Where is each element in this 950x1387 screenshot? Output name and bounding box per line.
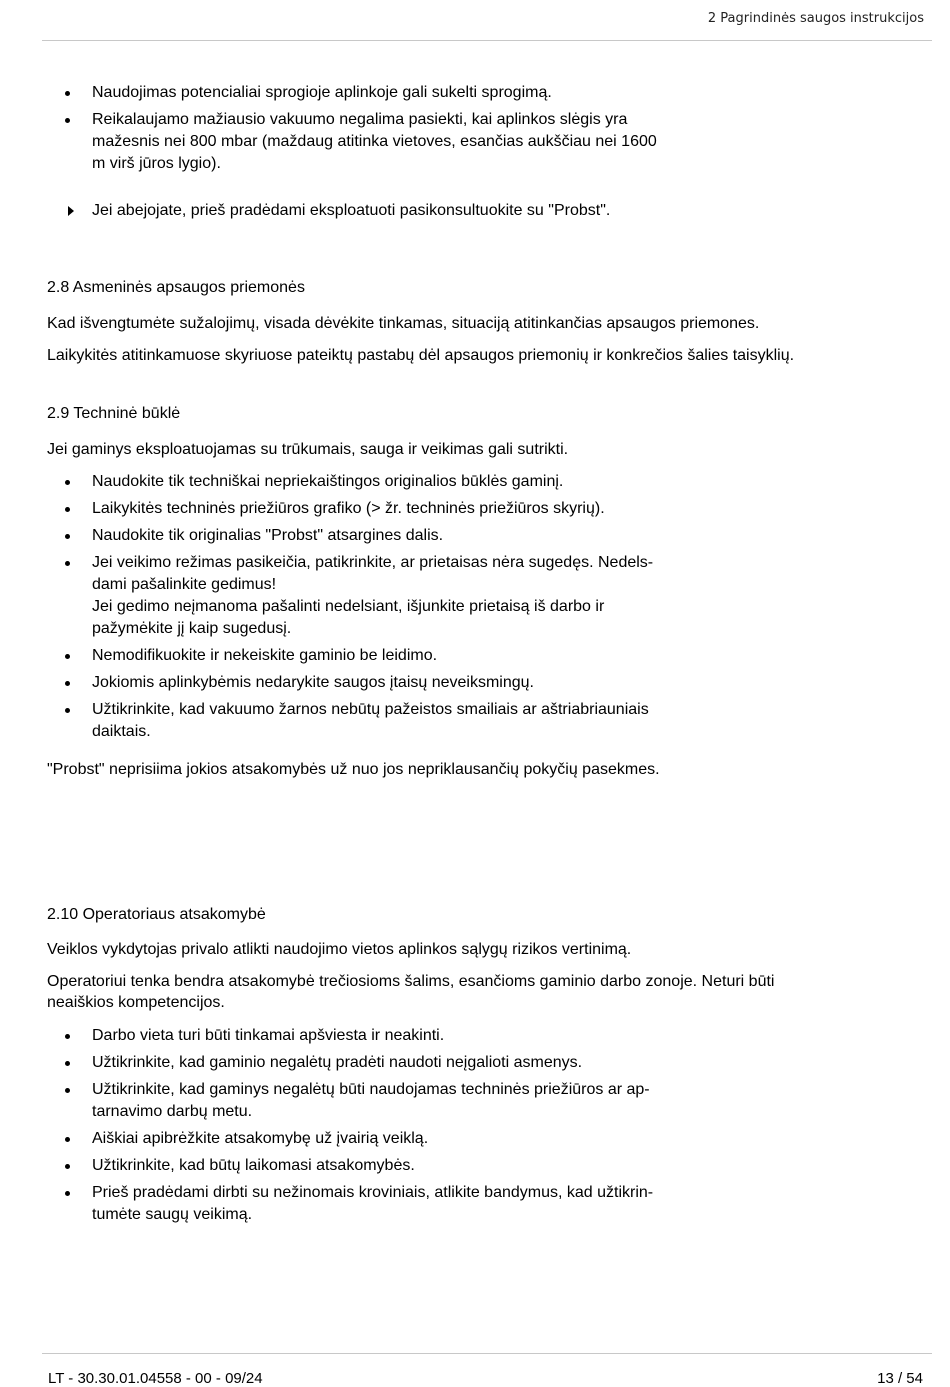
section-2-10-bullet-list <box>47 1025 687 1226</box>
list-item <box>47 552 687 640</box>
document-id: LT - 30.30.01.04558 - 00 - 09/24 <box>48 1370 263 1387</box>
list-item-line: dami pašalinkite gedimus! <box>92 576 277 593</box>
section-2-10-para-2-line: neaiškios kompetencijos. <box>47 994 225 1011</box>
section-2-10-list-wrap <box>47 1025 907 1231</box>
section-2-8-para-1: Kad išvengtumėte sužalojimų, visada dėvėkite tinkamas, situaciją atitinkančias apsaugos priemones. <box>47 315 760 332</box>
section-2-9-intro: Jei gaminys eksploatuojamas su trūkumais, sauga ir veikimas gali sutrikti. <box>47 441 569 458</box>
header-divider <box>42 40 932 41</box>
action-step <box>47 200 907 222</box>
footer-divider <box>42 1353 932 1354</box>
list-item-line: mažesnis nei 800 mbar (maždaug atitinka vietoves, esančias aukščiau nei 1600 <box>92 133 657 150</box>
top-block <box>47 82 907 180</box>
list-item-line: tarnavimo darbų metu. <box>92 1103 253 1120</box>
list-item-line: Reikalaujamo mažiausio vakuumo negalima pasiekti, kai aplinkos slėgis yra <box>92 111 628 128</box>
section-2-10-para-1: Veiklos vykdytojas privalo atlikti naudojimo vietos aplinkos sąlygų rizikos vertinimą. <box>47 941 632 958</box>
top-action <box>47 200 907 222</box>
section-2-10-para-2-line: Operatoriui tenka bendra atsakomybė trečiosioms šalims, esančioms gaminio darbo zonoje. Neturi būti <box>47 973 775 990</box>
section-2-9-list-wrap <box>47 471 907 748</box>
list-item-line: Naudokite tik techniškai nepriekaištingos originalios būklės gaminį. <box>92 473 564 490</box>
list-item-line: Prieš pradėdami dirbti su nežinomais kroviniais, atlikite bandymus, kad užtikrin- <box>92 1184 654 1201</box>
list-item-line: Darbo vieta turi būti tinkamai apšviesta ir neakinti. <box>92 1027 445 1044</box>
section-2-8-para-2: Laikykitės atitinkamuose skyriuose pateiktų pastabų dėl apsaugos priemonių ir konkrečios šalies taisyklių. <box>47 347 795 364</box>
list-item-line: pažymėkite jį kaip sugedusį. <box>92 620 292 637</box>
list-item-line: Užtikrinkite, kad gaminio negalėtų pradėti naudoti neįgalioti asmenys. <box>92 1054 583 1071</box>
section-2-10-para-2 <box>47 971 907 1013</box>
list-item-line: daiktais. <box>92 723 151 740</box>
list-item-line: Naudojimas potencialiai sprogioje aplinkoje gali sukelti sprogimą. <box>92 84 552 101</box>
list-item <box>47 471 687 493</box>
list-item-line: Laikykitės techninės priežiūros grafiko (> žr. techninės priežiūros skyrių). <box>92 500 605 517</box>
top-bullet-list <box>47 82 687 175</box>
list-item <box>47 109 687 175</box>
list-item-line: tumėte saugų veikimą. <box>92 1206 253 1223</box>
list-item <box>47 82 687 104</box>
list-item-line: Jei gedimo neįmanoma pašalinti nedelsiant, išjunkite prietaisą iš darbo ir <box>92 598 605 615</box>
running-header: 2 Pagrindinės saugos instrukcijos <box>707 11 924 26</box>
section-2-9-title: 2.9 Techninė būklė <box>47 405 181 422</box>
list-item <box>47 1182 687 1226</box>
list-item <box>47 699 687 743</box>
list-item <box>47 1155 687 1177</box>
list-item <box>47 645 687 667</box>
list-item-line: Užtikrinkite, kad būtų laikomasi atsakomybės. <box>92 1157 415 1174</box>
list-item <box>47 498 687 520</box>
list-item-line: Jei veikimo režimas pasikeičia, patikrinkite, ar prietaisas nėra sugedęs. Nedels- <box>92 554 654 571</box>
list-item-line: Užtikrinkite, kad gaminys negalėtų būti naudojamas techninės priežiūros ar ap- <box>92 1081 650 1098</box>
arrow-right-icon <box>68 206 74 216</box>
list-item-line: Aiškiai apibrėžkite atsakomybę už įvairią veiklą. <box>92 1130 429 1147</box>
list-item-line: Užtikrinkite, kad vakuumo žarnos nebūtų pažeistos smailiais ar aštriabriauniais <box>92 701 649 718</box>
section-2-10-title: 2.10 Operatoriaus atsakomybė <box>47 906 266 923</box>
section-2-8-title: 2.8 Asmeninės apsaugos priemonės <box>47 279 305 296</box>
section-2-9-bullet-list <box>47 471 687 743</box>
list-item <box>47 1052 687 1074</box>
list-item <box>47 1128 687 1150</box>
list-item-line: Jokiomis aplinkybėmis nedarykite saugos įtaisų neveiksmingų. <box>92 674 534 691</box>
list-item <box>47 1025 687 1047</box>
action-step-text: Jei abejojate, prieš pradėdami eksploatuoti pasikonsultuokite su "Probst". <box>92 202 611 219</box>
list-item-line: m virš jūros lygio). <box>92 155 221 172</box>
list-item-line: Naudokite tik originalias "Probst" atsargines dalis. <box>92 527 444 544</box>
list-item <box>47 672 687 694</box>
list-item <box>47 1079 687 1123</box>
list-item-line: Nemodifikuokite ir nekeiskite gaminio be leidimo. <box>92 647 438 664</box>
section-2-9-note: "Probst" neprisiima jokios atsakomybės už nuo jos nepriklausančių pokyčių pasekmes. <box>47 761 660 778</box>
list-item <box>47 525 687 547</box>
page-number: 13 / 54 <box>877 1370 923 1387</box>
